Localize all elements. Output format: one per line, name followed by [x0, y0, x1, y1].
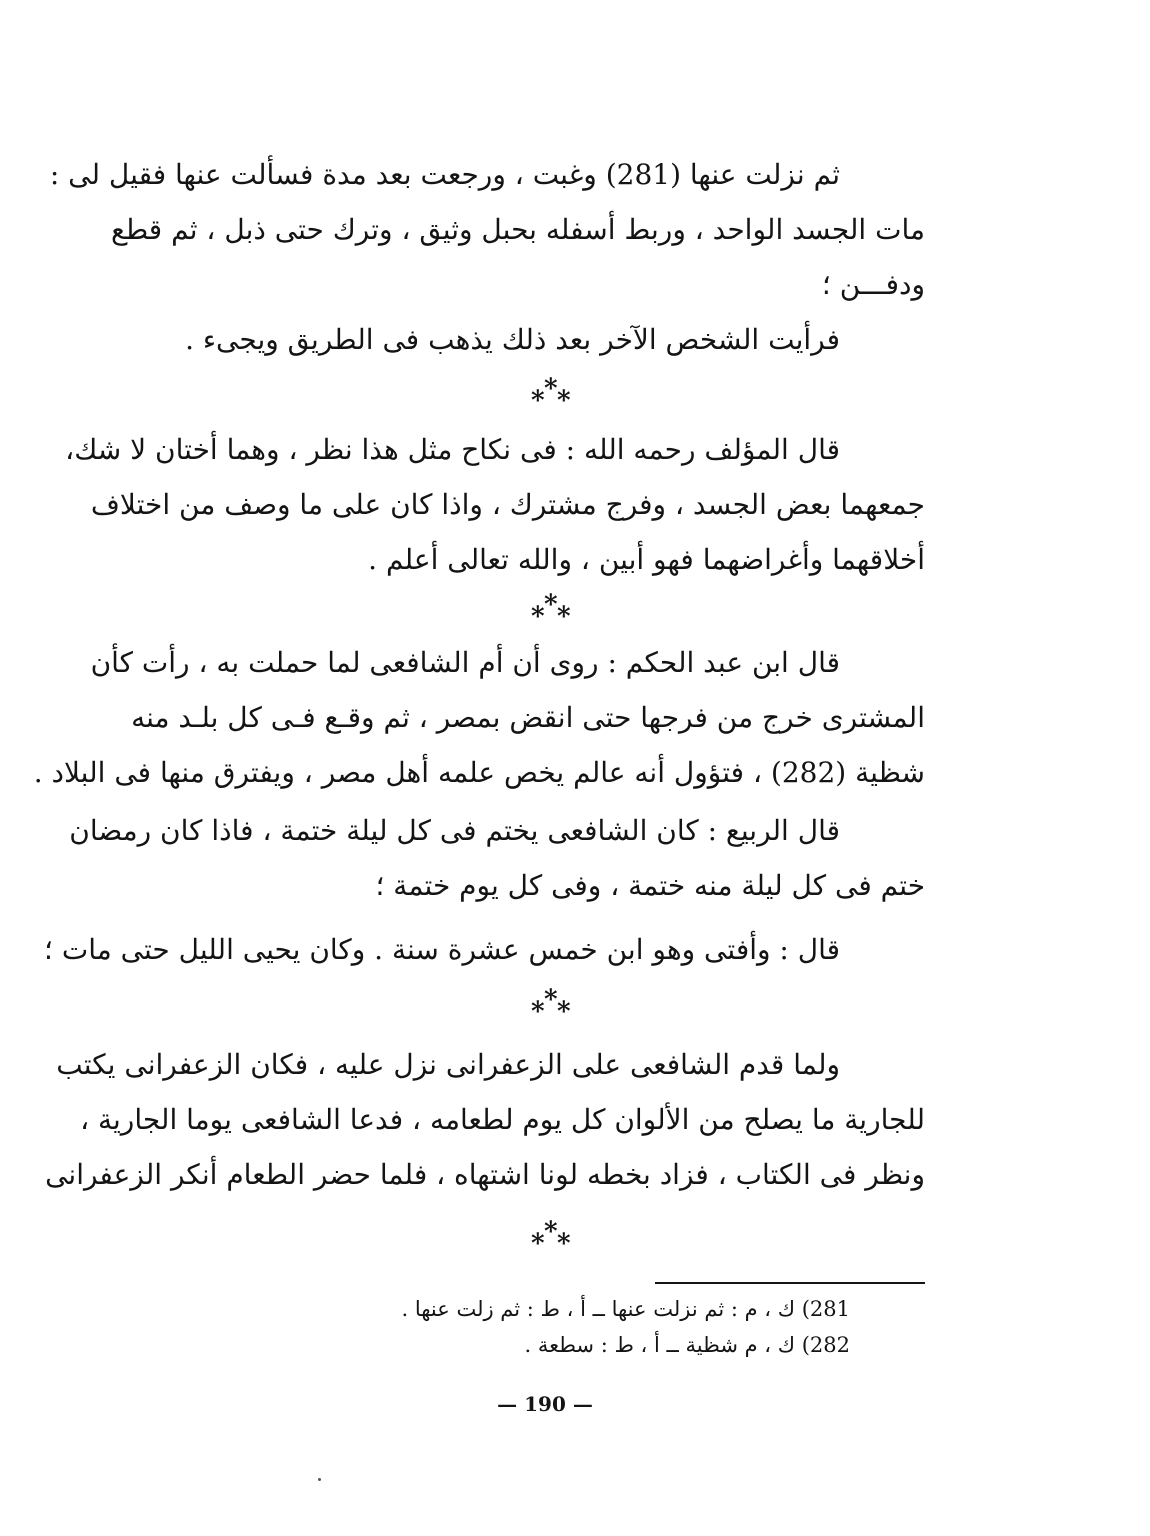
footnote-282: 282) ك ، م شظية ــ أ ، ط : سطعة .	[524, 1333, 850, 1357]
section-separator: * * *	[531, 985, 571, 1027]
scan-speck	[318, 1478, 321, 1481]
footnote-divider	[655, 1282, 925, 1284]
text-line: مات الجسد الواحد ، وربط أسفله بحبل وثيق ، وترك حتى ذبل ، ثم قطع	[110, 213, 925, 246]
text-line: جمعهما بعض الجسد ، وفرج مشترك ، واذا كان على ما وصف من اختلاف	[90, 488, 925, 521]
section-separator: * * *	[531, 1217, 571, 1259]
footnote-281: 281) ك ، م : ثم نزلت عنها ــ أ ، ط : ثم زلت عنها .	[401, 1297, 850, 1321]
text-line: قال ابن عبد الحكم : روى أن أم الشافعى لما حملت به ، رأت كأن	[90, 646, 840, 679]
text-line: أخلاقهما وأغراضهما فهو أبين ، والله تعالى أعلم .	[368, 543, 925, 576]
text-line: ونظر فى الكتاب ، فزاد بخطه لونا اشتهاه ، فلما حضر الطعام أنكر الزعفرانى	[45, 1158, 925, 1191]
text-line: قال الربيع : كان الشافعى يختم فى كل ليلة ختمة ، فاذا كان رمضان	[69, 814, 840, 847]
text-line: المشترى خرج من فرجها حتى انقض بمصر ، ثم وقـع فـى كل بلـد منه	[131, 701, 925, 734]
text-line: شظية (282) ، فتؤول أنه عالم يخص علمه أهل مصر ، ويفترق منها فى البلاد .	[33, 756, 925, 789]
text-line: ثم نزلت عنها (281) وغبت ، ورجعت بعد مدة فسألت عنها فقيل لى :	[49, 158, 840, 191]
text-line: ودفـــن ؛	[821, 268, 925, 301]
text-line: قال المؤلف رحمه الله : فى نكاح مثل هذا نظر ، وهما أختان لا شك،	[65, 433, 840, 466]
page-number: — 190 —	[497, 1392, 593, 1416]
text-line: ولما قدم الشافعى على الزعفرانى نزل عليه ، فكان الزعفرانى يكتب	[56, 1048, 840, 1081]
text-line: قال : وأفتى وهو ابن خمس عشرة سنة . وكان يحيى الليل حتى مات ؛	[44, 933, 840, 966]
text-line: للجارية ما يصلح من الألوان كل يوم لطعامه ، فدعا الشافعى يوما الجارية ،	[80, 1103, 925, 1136]
text-line: ختم فى كل ليلة منه ختمة ، وفى كل يوم ختمة ؛	[375, 869, 925, 902]
section-separator: * * *	[531, 590, 571, 632]
text-line: فرأيت الشخص الآخر بعد ذلك يذهب فى الطريق ويجىء .	[185, 323, 840, 356]
section-separator: * * *	[531, 374, 571, 416]
